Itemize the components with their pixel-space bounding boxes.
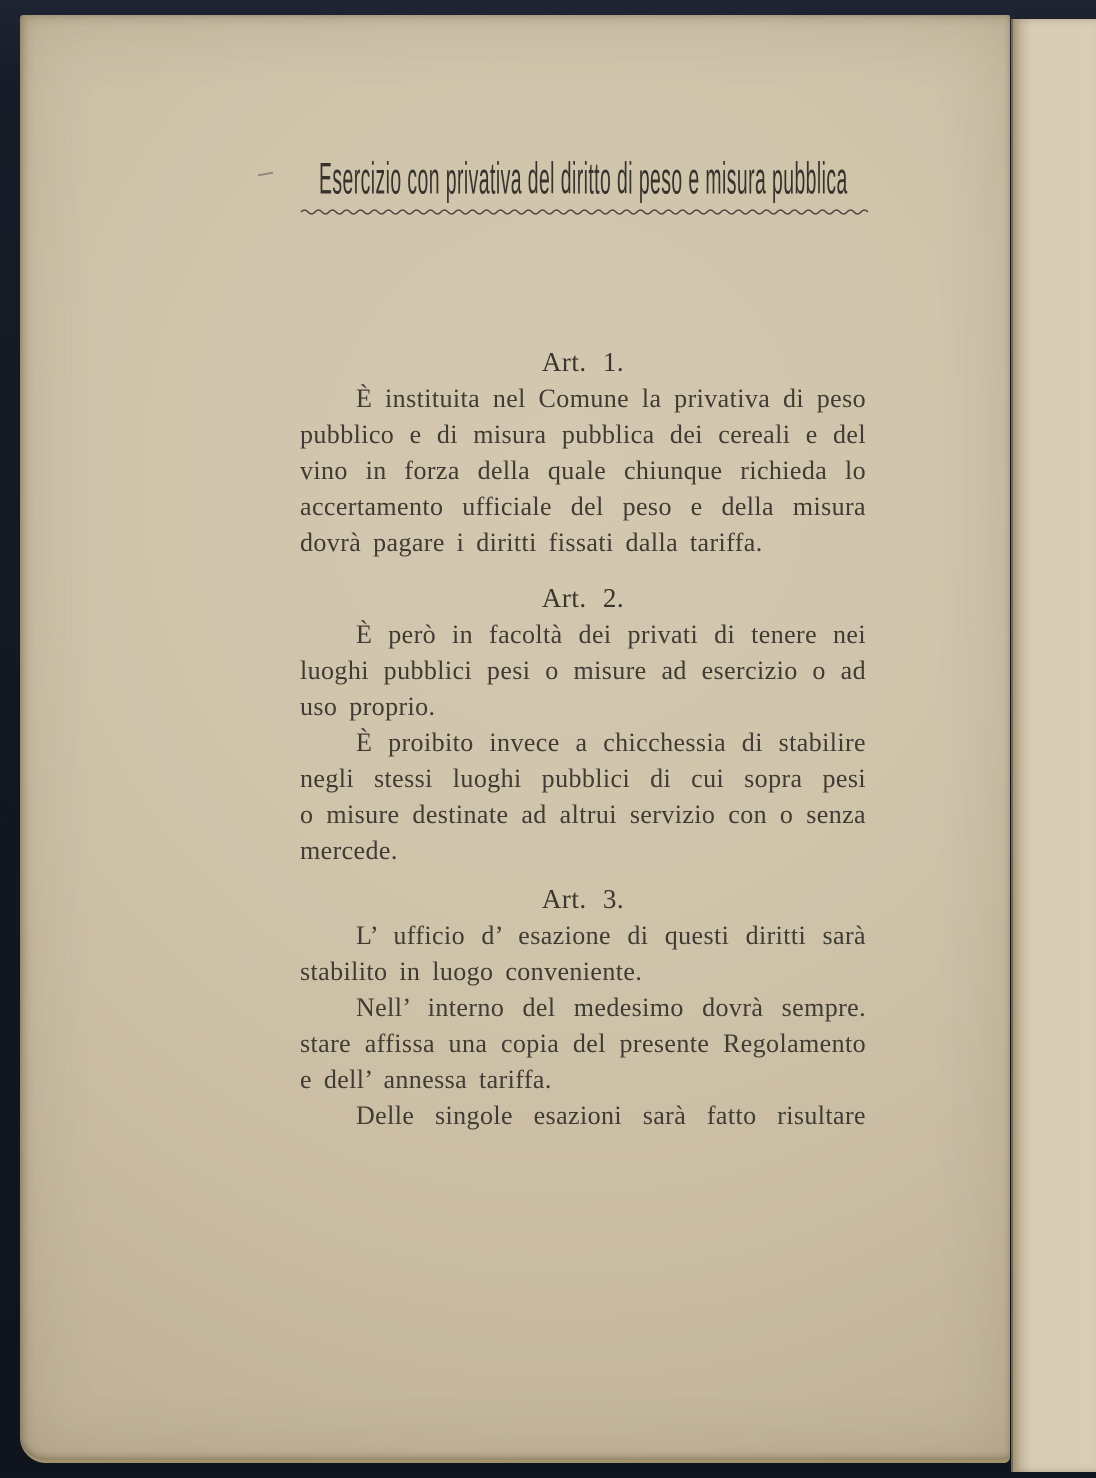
text-line: dovrà pagare i diritti fissati dalla tariffa. xyxy=(300,528,763,557)
text-line: L’ ufficio d’ esazione di questi diritti sarà xyxy=(356,921,866,950)
article-2-paragraph-2 xyxy=(300,725,866,869)
text-line: stare affissa una copia del presente Regolamento xyxy=(300,1029,866,1058)
text-column xyxy=(300,155,866,1134)
article-3 xyxy=(300,880,866,1134)
article-3-paragraph-1 xyxy=(300,918,866,990)
article-1-paragraph-1 xyxy=(300,381,866,561)
text-line: mercede. xyxy=(300,836,398,865)
text-line: accertamento ufficiale del peso e della misura xyxy=(300,492,866,521)
page-title-text: Esercizio con privativa del diritto di peso e misura pubblica xyxy=(318,153,848,204)
stray-ink-mark xyxy=(258,172,273,177)
text-line: uso proprio. xyxy=(300,692,436,721)
wavy-underline xyxy=(300,207,870,217)
text-line: vino in forza della quale chiunque richieda lo xyxy=(300,456,866,485)
text-line: È però in facoltà dei privati di tenere nei xyxy=(356,620,866,649)
text-line: È proibito invece a chicchessia di stabilire xyxy=(356,728,866,757)
text-line: stabilito in luogo conveniente. xyxy=(300,957,643,986)
article-2-heading: Art. 2. xyxy=(541,583,625,613)
text-line: e dell’ annessa tariffa. xyxy=(300,1065,552,1094)
text-line: luoghi pubblici pesi o misure ad esercizio o ad xyxy=(300,656,866,685)
article-3-paragraph-3 xyxy=(300,1098,866,1134)
adjacent-page-edge xyxy=(1011,19,1096,1472)
text-line: o misure destinate ad altrui servizio con o senza xyxy=(300,800,866,829)
article-3-heading: Art. 3. xyxy=(541,884,625,914)
text-line: Nell’ interno del medesimo dovrà sempre. xyxy=(356,993,866,1022)
text-line: Delle singole esazioni sarà fatto risultare xyxy=(356,1101,866,1130)
article-2 xyxy=(300,579,866,869)
text-line: È instituita nel Comune la privativa di peso xyxy=(356,384,866,413)
article-2-paragraph-1 xyxy=(300,617,866,725)
book-page xyxy=(20,15,1010,1463)
text-line: negli stessi luoghi pubblici di cui sopra pesi xyxy=(300,764,866,793)
article-1-heading: Art. 1. xyxy=(541,347,625,377)
page-title xyxy=(300,155,866,203)
article-3-paragraph-2 xyxy=(300,990,866,1098)
article-1 xyxy=(300,343,866,561)
text-line: pubblico e di misura pubblica dei cereali e del xyxy=(300,420,866,449)
